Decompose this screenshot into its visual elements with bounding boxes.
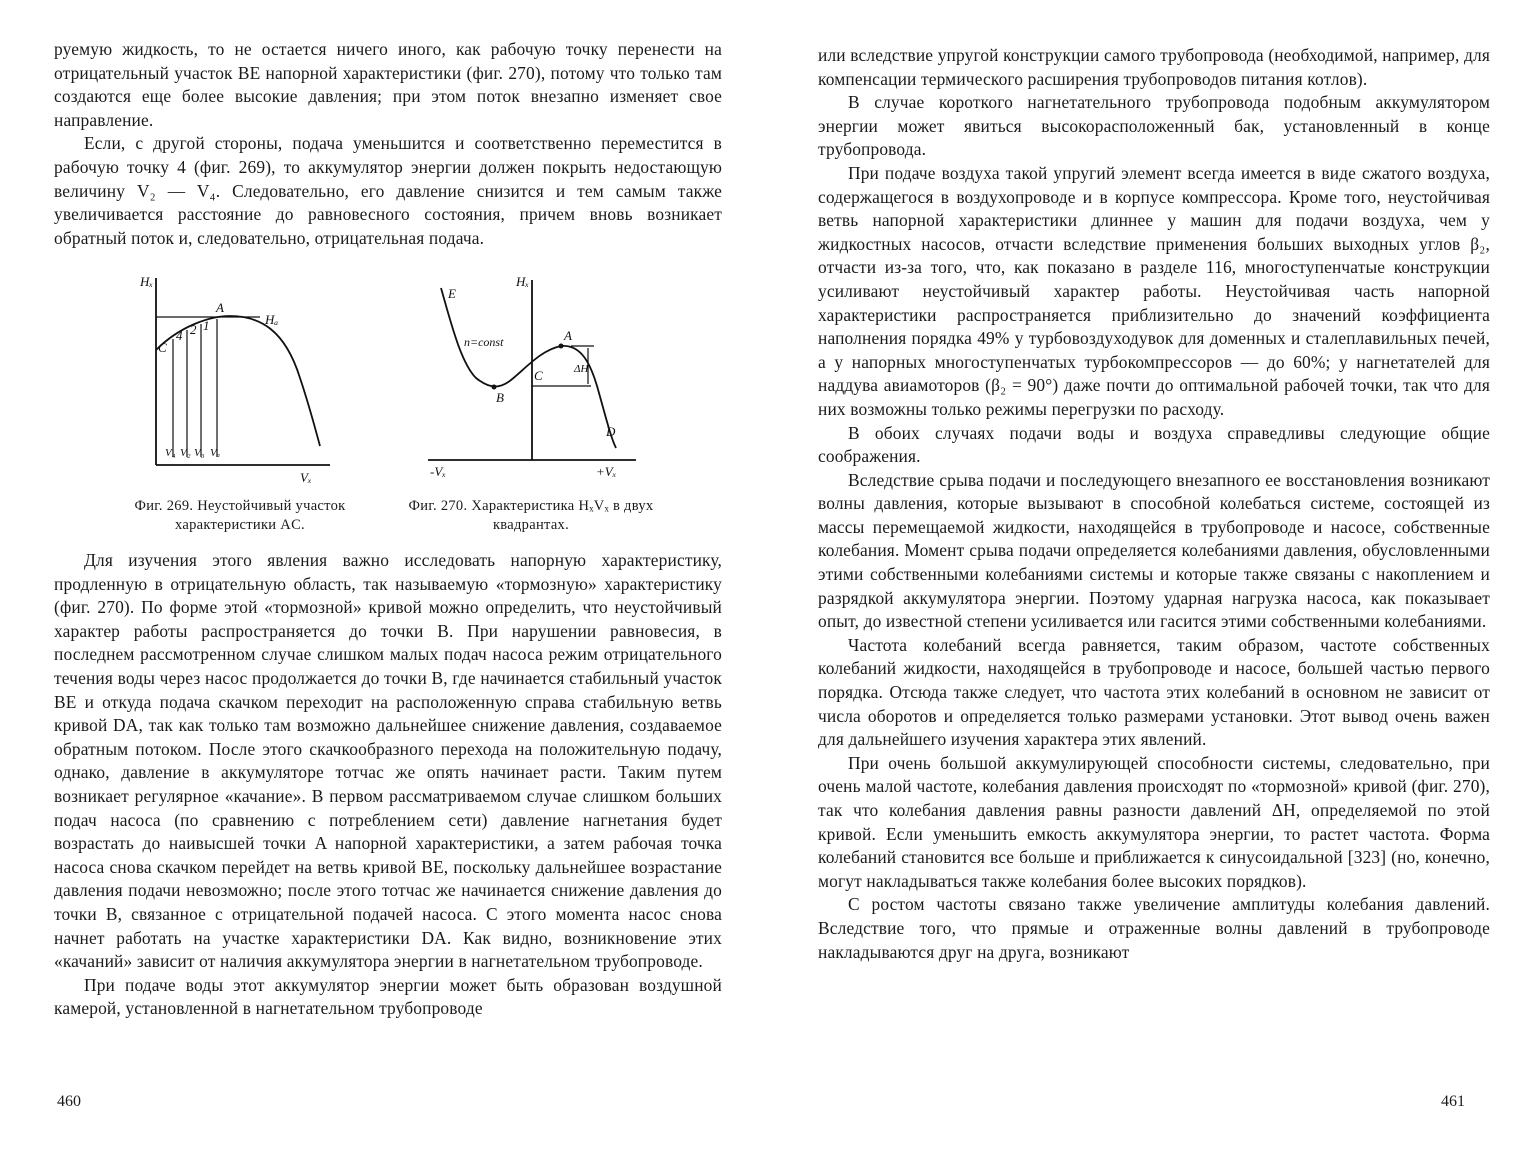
point-c-label: C: [158, 340, 167, 355]
va-label: Vₐ: [210, 447, 220, 459]
figure-269: [130, 268, 340, 488]
paragraph: В случае короткого нагнетательного трубопровода подобным аккумулятором энергии может явиться высокорасположенный бак, установленный в конце трубопровода.: [818, 92, 1490, 160]
left-page: [0, 0, 766, 1152]
figure-270-caption: Фиг. 270. Характеристика HₓVₓ в двух квадрантах.: [408, 498, 654, 533]
point-b-label: B: [496, 390, 504, 405]
paragraph: В обоих случаях подачи воды и воздуха справедливы следующие общие соображения.: [818, 422, 1490, 467]
x-axis-label: Vₓ: [300, 470, 312, 485]
point-b-marker: [492, 385, 497, 390]
brake-curve: [441, 288, 616, 448]
left-text-top: [54, 38, 722, 250]
paragraph: Если, с другой стороны, подача уменьшится и соответственно переместится в рабочую точку 4 (фиг. 269), то аккумулятор энергии должен покрыть недостающую величину V₂ — V₄. Следовательно, его давление снизится и тем самым также увеличивается расстояние до равновесного состояния, причем вновь возникает обратный поток и, следовательно, отрицательная подача.: [54, 133, 722, 248]
paragraph: Для изучения этого явления важно исследовать напорную характеристику, продленную в отрицательную область, так называемую «тормозную» характеристику (фиг. 270). По форме этой «тормозной» кривой можно определить, что неустойчивый характер работы распространяется до точки B. При нарушении равновесия, в последнем рассмотренном случае слишком малых подач насоса режим отрицательного течения воды через насос продолжается до точки B, где начинается стабильный участок BE и откуда подача скачком переходит на расположенную справа стабильную ветвь кривой DA, так как только там возможно дальнейшее снижение давления, создаваемое обратным потоком. После этого скачкообразного перехода на положительную подачу, однако, давление в аккумуляторе тотчас же опять начинает расти. Таким путем возникает регулярное «качание». В первом рассматриваемом случае слишком больших подач насоса (по сравнению с потреблением сети) давление нагнетания будет возрастать до наивысшей точки A напорной характеристики, а затем рабочая точка насоса снова скачком перейдет на ветвь кривой BE, поскольку дальнейшее возрастание давления подачи невозможно; после этого тотчас же начинается снижение давления до точки B, связанное с отрицательной подачей насоса. С этого момента насос снова начнет работать на участке характеристики DA. Как видно, возникновение этих «качаний» зависит от наличия аккумулятора энергии в нагнетательном трубопроводе.: [54, 550, 722, 972]
delta-h-label: ΔH: [574, 363, 589, 375]
paragraph: При очень большой аккумулирующей способности системы, следовательно, при очень малой частоте, колебания давления происходят по «тормозной» кривой (фиг. 270), так что колебания давления равны разности давлений ΔH, определяемой по этой кривой. Если уменьшить емкость аккумулятора энергии, то растет частота. Форма колебаний становится все больше и приближается к синусоидальной [323] (но, конечно, могут накладываться также колебания более высоких порядков).: [818, 752, 1490, 891]
paragraph: руемую жидкость, то не остается ничего иного, как рабочую точку перенести на отрицательный участок BE напорной характеристики (фиг. 270), потому что только там создаются еще более высокие давления; при этом поток внезапно изменяет свое направление.: [54, 39, 722, 130]
right-text: [818, 44, 1490, 964]
point-e-label: E: [448, 286, 456, 301]
ha-label: Hₐ: [265, 312, 279, 327]
v3-label: V₃: [194, 447, 205, 459]
n4-label: 4: [176, 328, 183, 343]
paragraph: При подаче воздуха такой упругий элемент всегда имеется в виде сжатого воздуха, содержащегося в воздухопроводе и в корпусе компрессора. Кроме того, неустойчивая ветвь напорной характеристики длиннее у машин для подачи воздуха, чем у жидкостных насосов, отчасти вследствие применения больших выходных углов β₂, отчасти из-за того, что, как показано в разделе 116, многоступенчатые конструкции усиливают неустойчивый характер работы. Неустойчивая часть напорной характеристики распространяется приблизительно до значений коэффициента наполнения порядка 49% у турбовоздуходувок для доменных и сталеплавильных печей, а у напорных многоступенчатых турбокомпрессоров — до 60%; у нагнетателей для наддува авиамоторов (β₂ = 90°) даже почти до оптимальной рабочей точки, так что для них возможны только режимы перегрузки по расходу.: [818, 162, 1490, 419]
paragraph: При подаче воды этот аккумулятор энергии может быть образован воздушной камерой, установленной в нагнетательном трубопроводе: [54, 974, 722, 1019]
v2-label: V₂: [180, 447, 191, 459]
x-neg-label: -Vₓ: [430, 464, 446, 479]
paragraph: С ростом частоты связано также увеличение амплитуды колебания давлений. Вследствие того, что прямые и отраженные волны давлений в трубопроводе накладываются друг на друга, возникают: [818, 894, 1490, 962]
y-axis-label: Hₓ: [516, 274, 530, 289]
figure-270: [416, 268, 646, 490]
paragraph: или вследствие упругой конструкции самого трубопровода (необходимой, например, для компенсации термического расширения трубопроводов питания котлов).: [818, 45, 1490, 89]
v4-label: V₄: [165, 447, 176, 459]
paragraph: Частота колебаний всегда равняется, таким образом, частоте собственных колебаний жидкости, находящейся в трубопроводе и насосе, большей частью первого порядка. Отсюда также следует, что частота этих колебаний в основном не зависит от числа оборотов и определяется только размерами установки. Этот вывод очень важен для дальнейшего изучения характера этих явлений.: [818, 634, 1490, 750]
page-number: 461: [1441, 1093, 1465, 1110]
point-a-label: A: [216, 300, 224, 315]
n2-label: 2: [190, 322, 197, 337]
paragraph: Вследствие срыва подачи и последующего внезапного ее восстановления возникают волны давления, которые вызывают в способной колебаться системе, состоящей из массы перемещаемой жидкости, находящейся в трубопроводе и насосе, собственные колебания. Момент срыва подачи определяется колебаниями давления, обусловленными этими собственными колебаниями системы и которые также связаны с накоплением и разрядкой аккумулятора энергии. Поэтому ударная нагрузка насоса, как показывает опыт, до известной степени усиливается или гасится этими собственными колебаниями.: [818, 469, 1490, 632]
n1-label: 1: [203, 318, 210, 333]
x-pos-label: +Vₓ: [596, 464, 617, 479]
point-d-label: D: [606, 424, 616, 439]
point-c-label: C: [534, 368, 543, 383]
point-a-marker: [559, 344, 564, 349]
n-const-label: n=const: [464, 335, 504, 349]
left-text-bottom: [54, 549, 722, 1021]
right-page: [766, 0, 1533, 1152]
y-axis-label: Hₓ: [140, 274, 154, 289]
figure-269-caption: Фиг. 269. Неустойчивый участок характеристики AC.: [134, 498, 346, 533]
page-number: 460: [57, 1093, 81, 1110]
point-a-label: A: [564, 328, 572, 343]
